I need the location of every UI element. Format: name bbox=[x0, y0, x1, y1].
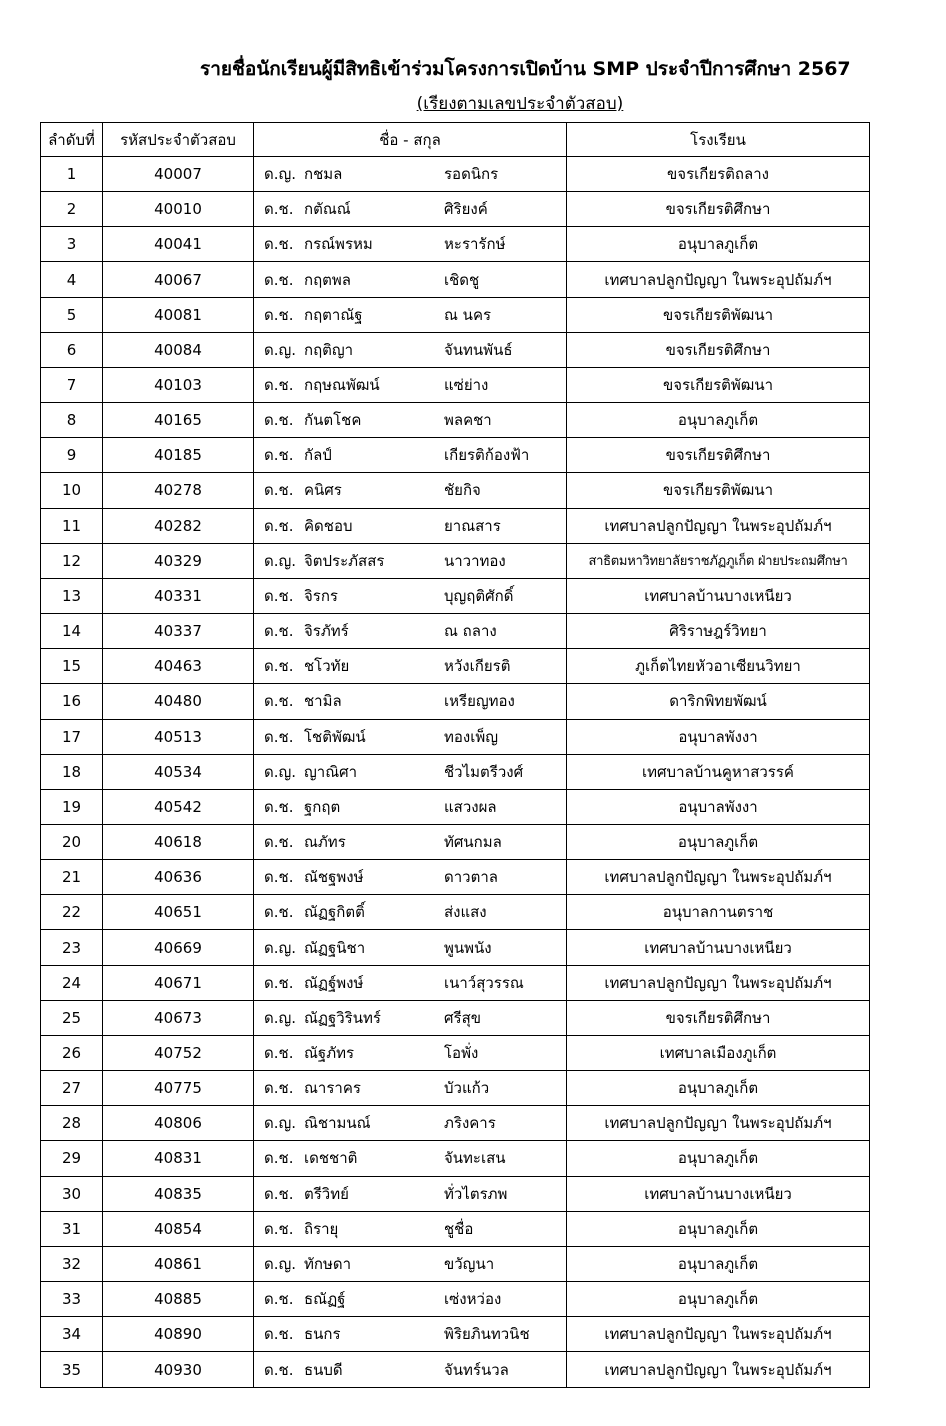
name-prefix: ด.ช. bbox=[264, 235, 294, 254]
school-name: เทศบาลบ้านบางเหนียว bbox=[567, 578, 870, 613]
first-name: คิดชอบ bbox=[304, 516, 353, 535]
student-name bbox=[254, 192, 567, 227]
name-prefix: ด.ช. bbox=[264, 270, 294, 289]
school-name: อนุบาลภูเก็ต bbox=[567, 1211, 870, 1246]
first-name: ณัฏฐนิชา bbox=[304, 938, 366, 957]
name-prefix: ด.ช. bbox=[264, 1043, 294, 1062]
exam-code: 40463 bbox=[103, 649, 254, 684]
table-row bbox=[41, 965, 870, 1000]
student-name bbox=[254, 1176, 567, 1211]
table-row bbox=[41, 262, 870, 297]
table-row bbox=[41, 824, 870, 859]
exam-code: 40103 bbox=[103, 367, 254, 402]
first-name: ชโวทัย bbox=[304, 657, 350, 676]
last-name: ณ นคร bbox=[444, 305, 492, 324]
first-name: ณภัทร bbox=[304, 833, 346, 852]
table-row bbox=[41, 1106, 870, 1141]
table-row bbox=[41, 1317, 870, 1352]
row-index: 12 bbox=[41, 543, 103, 578]
name-prefix: ด.ช. bbox=[264, 1184, 294, 1203]
name-prefix: ด.ช. bbox=[264, 622, 294, 641]
table-row bbox=[41, 1211, 870, 1246]
first-name: กฤษณพัฒน์ bbox=[304, 376, 380, 395]
last-name: เนาว์สุวรรณ bbox=[444, 973, 524, 992]
first-name: ณัฐภัทร bbox=[304, 1043, 355, 1062]
exam-code: 40854 bbox=[103, 1211, 254, 1246]
exam-code: 40185 bbox=[103, 438, 254, 473]
row-index: 2 bbox=[41, 192, 103, 227]
row-index: 1 bbox=[41, 157, 103, 192]
name-prefix: ด.ช. bbox=[264, 657, 294, 676]
table-row bbox=[41, 1282, 870, 1317]
last-name: ณ ถลาง bbox=[444, 622, 497, 641]
exam-code: 40636 bbox=[103, 860, 254, 895]
student-name bbox=[254, 403, 567, 438]
student-name bbox=[254, 332, 567, 367]
student-name bbox=[254, 1317, 567, 1352]
first-name: ธนกร bbox=[304, 1325, 341, 1344]
school-name: อนุบาลกานตราช bbox=[567, 895, 870, 930]
school-name: เทศบาลบ้านคูหาสวรรค์ bbox=[567, 754, 870, 789]
school-name: ดาริกพิทยพัฒน์ bbox=[567, 684, 870, 719]
row-index: 14 bbox=[41, 614, 103, 649]
student-name bbox=[254, 367, 567, 402]
exam-code: 40010 bbox=[103, 192, 254, 227]
exam-code: 40084 bbox=[103, 332, 254, 367]
first-name: ณัฏฐ์พงษ์ bbox=[304, 973, 364, 992]
exam-code: 40480 bbox=[103, 684, 254, 719]
header-school: โรงเรียน bbox=[567, 123, 870, 157]
table-row bbox=[41, 1071, 870, 1106]
student-name bbox=[254, 895, 567, 930]
exam-code: 40890 bbox=[103, 1317, 254, 1352]
table-row bbox=[41, 1246, 870, 1281]
exam-code: 40282 bbox=[103, 508, 254, 543]
first-name: กฤติญา bbox=[304, 340, 354, 359]
school-name: เทศบาลเมืองภูเก็ต bbox=[567, 1035, 870, 1070]
first-name: ทักษดา bbox=[304, 1254, 352, 1273]
first-name: ณิชามนณ์ bbox=[304, 1114, 371, 1133]
school-name: ขจรเกียรติศึกษา bbox=[567, 192, 870, 227]
last-name: หะรารักษ์ bbox=[444, 235, 506, 254]
header-index: ลำดับที่ bbox=[41, 123, 103, 157]
school-name: ศิริราษฎร์วิทยา bbox=[567, 614, 870, 649]
student-name bbox=[254, 1141, 567, 1176]
school-name: เทศบาลปลูกปัญญา ในพระอุปถัมภ์ฯ bbox=[567, 262, 870, 297]
exam-code: 40673 bbox=[103, 1000, 254, 1035]
student-name bbox=[254, 684, 567, 719]
row-index: 29 bbox=[41, 1141, 103, 1176]
table-row bbox=[41, 157, 870, 192]
exam-code: 40278 bbox=[103, 473, 254, 508]
row-index: 17 bbox=[41, 719, 103, 754]
school-name: เทศบาลปลูกปัญญา ในพระอุปถัมภ์ฯ bbox=[567, 860, 870, 895]
header-name: ชื่อ - สกุล bbox=[254, 123, 567, 157]
exam-code: 40651 bbox=[103, 895, 254, 930]
name-prefix: ด.ช. bbox=[264, 1325, 294, 1344]
name-prefix: ด.ช. bbox=[264, 481, 294, 500]
name-prefix: ด.ช. bbox=[264, 1079, 294, 1098]
name-prefix: ด.ช. bbox=[264, 1149, 294, 1168]
exam-code: 40806 bbox=[103, 1106, 254, 1141]
exam-code: 40007 bbox=[103, 157, 254, 192]
last-name: ศิริยงค์ bbox=[444, 200, 488, 219]
exam-code: 40542 bbox=[103, 789, 254, 824]
exam-code: 40329 bbox=[103, 543, 254, 578]
last-name: เชิดชู bbox=[444, 270, 480, 289]
row-index: 3 bbox=[41, 227, 103, 262]
student-name bbox=[254, 578, 567, 613]
school-name: ขจรเกียรติศึกษา bbox=[567, 332, 870, 367]
first-name: จิรภัทร์ bbox=[304, 622, 349, 641]
name-prefix: ด.ช. bbox=[264, 1360, 294, 1379]
first-name: ณัฏฐกิตติ์ bbox=[304, 903, 365, 922]
last-name: ส่งแสง bbox=[444, 903, 487, 922]
exam-code: 40165 bbox=[103, 403, 254, 438]
page-subtitle: (เรียงตามเลขประจำตัวสอบ) bbox=[416, 94, 624, 114]
first-name: กชมล bbox=[304, 165, 343, 184]
student-name bbox=[254, 754, 567, 789]
name-prefix: ด.ช. bbox=[264, 1290, 294, 1309]
row-index: 33 bbox=[41, 1282, 103, 1317]
exam-code: 40618 bbox=[103, 824, 254, 859]
table-row bbox=[41, 227, 870, 262]
first-name: เดชชาติ bbox=[304, 1149, 358, 1168]
first-name: ชามิล bbox=[304, 692, 342, 711]
student-name bbox=[254, 543, 567, 578]
first-name: กันตโชค bbox=[304, 411, 362, 430]
last-name: นาวาทอง bbox=[444, 551, 506, 570]
school-name: อนุบาลภูเก็ต bbox=[567, 1246, 870, 1281]
row-index: 32 bbox=[41, 1246, 103, 1281]
first-name: กรณ์พรหม bbox=[304, 235, 373, 254]
school-name: เทศบาลปลูกปัญญา ในพระอุปถัมภ์ฯ bbox=[567, 965, 870, 1000]
first-name: จิรกร bbox=[304, 586, 338, 605]
school-name: อนุบาลภูเก็ต bbox=[567, 1282, 870, 1317]
first-name: คนิศร bbox=[304, 481, 342, 500]
last-name: ทองเพ็ญ bbox=[444, 727, 499, 746]
name-prefix: ด.ช. bbox=[264, 446, 294, 465]
table-row bbox=[41, 684, 870, 719]
name-prefix: ด.ช. bbox=[264, 305, 294, 324]
row-index: 4 bbox=[41, 262, 103, 297]
school-name: เทศบาลปลูกปัญญา ในพระอุปถัมภ์ฯ bbox=[567, 508, 870, 543]
school-name: ขจรเกียรติศึกษา bbox=[567, 1000, 870, 1035]
name-prefix: ด.ช. bbox=[264, 1219, 294, 1238]
student-table bbox=[40, 122, 870, 1388]
name-prefix: ด.ช. bbox=[264, 797, 294, 816]
school-name: เทศบาลปลูกปัญญา ในพระอุปถัมภ์ฯ bbox=[567, 1106, 870, 1141]
table-row bbox=[41, 1141, 870, 1176]
table-row bbox=[41, 438, 870, 473]
exam-code: 40337 bbox=[103, 614, 254, 649]
table-row bbox=[41, 1352, 870, 1388]
last-name: ชีวไมตรีวงศ์ bbox=[444, 762, 524, 781]
name-prefix: ด.ช. bbox=[264, 411, 294, 430]
school-name: อนุบาลภูเก็ต bbox=[567, 824, 870, 859]
table-row bbox=[41, 930, 870, 965]
school-name: อนุบาลภูเก็ต bbox=[567, 403, 870, 438]
school-name: เทศบาลบ้านบางเหนียว bbox=[567, 1176, 870, 1211]
table-row bbox=[41, 578, 870, 613]
exam-code: 40930 bbox=[103, 1352, 254, 1388]
table-row bbox=[41, 1035, 870, 1070]
table-row bbox=[41, 789, 870, 824]
name-prefix: ด.ช. bbox=[264, 586, 294, 605]
student-name bbox=[254, 473, 567, 508]
exam-code: 40669 bbox=[103, 930, 254, 965]
student-name bbox=[254, 860, 567, 895]
last-name: รอดนิกร bbox=[444, 165, 499, 184]
table-row bbox=[41, 895, 870, 930]
last-name: จันทะเสน bbox=[444, 1149, 506, 1168]
student-name bbox=[254, 965, 567, 1000]
table-row bbox=[41, 1176, 870, 1211]
student-name bbox=[254, 1352, 567, 1388]
last-name: บัวแก้ว bbox=[444, 1079, 490, 1098]
row-index: 19 bbox=[41, 789, 103, 824]
student-name bbox=[254, 1211, 567, 1246]
student-name bbox=[254, 157, 567, 192]
row-index: 8 bbox=[41, 403, 103, 438]
last-name: ยาณสาร bbox=[444, 516, 501, 535]
name-prefix: ด.ญ. bbox=[264, 1114, 297, 1133]
table-row bbox=[41, 297, 870, 332]
student-name bbox=[254, 824, 567, 859]
first-name: โชติพัฒน์ bbox=[304, 727, 366, 746]
last-name: เซ่งหว่อง bbox=[444, 1290, 502, 1309]
table-row bbox=[41, 719, 870, 754]
table-row bbox=[41, 1000, 870, 1035]
student-name bbox=[254, 614, 567, 649]
row-index: 5 bbox=[41, 297, 103, 332]
name-prefix: ด.ญ. bbox=[264, 938, 297, 957]
row-index: 31 bbox=[41, 1211, 103, 1246]
school-name: ขจรเกียรติถลาง bbox=[567, 157, 870, 192]
exam-code: 40513 bbox=[103, 719, 254, 754]
name-prefix: ด.ญ. bbox=[264, 551, 297, 570]
table-row bbox=[41, 367, 870, 402]
last-name: ทั่วไตรภพ bbox=[444, 1184, 508, 1203]
school-name: ขจรเกียรติศึกษา bbox=[567, 438, 870, 473]
header-exam-code: รหัสประจำตัวสอบ bbox=[103, 123, 254, 157]
first-name: จิตประภัสสร bbox=[304, 551, 385, 570]
student-name bbox=[254, 1035, 567, 1070]
row-index: 23 bbox=[41, 930, 103, 965]
table-row bbox=[41, 614, 870, 649]
first-name: ณาราคร bbox=[304, 1079, 361, 1098]
row-index: 15 bbox=[41, 649, 103, 684]
first-name: กตัณณ์ bbox=[304, 200, 351, 219]
student-name bbox=[254, 438, 567, 473]
last-name: ขวัญนา bbox=[444, 1254, 495, 1273]
student-name bbox=[254, 1000, 567, 1035]
school-name: ขจรเกียรติพัฒนา bbox=[567, 473, 870, 508]
row-index: 20 bbox=[41, 824, 103, 859]
name-prefix: ด.ช. bbox=[264, 376, 294, 395]
exam-code: 40885 bbox=[103, 1282, 254, 1317]
school-name: ภูเก็ตไทยหัวอาเซียนวิทยา bbox=[567, 649, 870, 684]
student-name bbox=[254, 719, 567, 754]
student-name bbox=[254, 1106, 567, 1141]
table-row bbox=[41, 403, 870, 438]
row-index: 34 bbox=[41, 1317, 103, 1352]
last-name: ดาวตาล bbox=[444, 868, 498, 887]
school-name: อนุบาลภูเก็ต bbox=[567, 1071, 870, 1106]
first-name: กฤตาณัฐ bbox=[304, 305, 363, 324]
student-name bbox=[254, 1246, 567, 1281]
school-name: เทศบาลปลูกปัญญา ในพระอุปถัมภ์ฯ bbox=[567, 1317, 870, 1352]
student-name bbox=[254, 262, 567, 297]
first-name: กัลป์ bbox=[304, 446, 332, 465]
table-row bbox=[41, 508, 870, 543]
row-index: 25 bbox=[41, 1000, 103, 1035]
student-name bbox=[254, 227, 567, 262]
exam-code: 40671 bbox=[103, 965, 254, 1000]
first-name: ณัฏฐวิรินทร์ bbox=[304, 1008, 381, 1027]
school-name: อนุบาลพังงา bbox=[567, 719, 870, 754]
exam-code: 40775 bbox=[103, 1071, 254, 1106]
name-prefix: ด.ช. bbox=[264, 903, 294, 922]
last-name: หวังเกียรติ bbox=[444, 657, 511, 676]
table-row bbox=[41, 860, 870, 895]
table-row bbox=[41, 543, 870, 578]
last-name: จันทร์นวล bbox=[444, 1360, 509, 1379]
last-name: พลคชา bbox=[444, 411, 492, 430]
school-name: อนุบาลภูเก็ต bbox=[567, 227, 870, 262]
name-prefix: ด.ช. bbox=[264, 973, 294, 992]
school-name: อนุบาลภูเก็ต bbox=[567, 1141, 870, 1176]
first-name: ฐกฤต bbox=[304, 797, 341, 816]
exam-code: 40752 bbox=[103, 1035, 254, 1070]
row-index: 21 bbox=[41, 860, 103, 895]
table-row bbox=[41, 754, 870, 789]
name-prefix: ด.ญ. bbox=[264, 165, 297, 184]
last-name: ศรีสุข bbox=[444, 1008, 481, 1027]
name-prefix: ด.ช. bbox=[264, 727, 294, 746]
page-title: รายชื่อนักเรียนผู้มีสิทธิเข้าร่วมโครงการเปิดบ้าน SMP ประจำปีการศึกษา 2567 bbox=[200, 58, 851, 80]
last-name: ทัศนกมล bbox=[444, 833, 502, 852]
row-index: 24 bbox=[41, 965, 103, 1000]
row-index: 6 bbox=[41, 332, 103, 367]
name-prefix: ด.ญ. bbox=[264, 1254, 297, 1273]
student-name bbox=[254, 508, 567, 543]
row-index: 13 bbox=[41, 578, 103, 613]
first-name: ญาณิศา bbox=[304, 762, 358, 781]
row-index: 27 bbox=[41, 1071, 103, 1106]
last-name: แสวงผล bbox=[444, 797, 497, 816]
student-name bbox=[254, 789, 567, 824]
name-prefix: ด.ช. bbox=[264, 868, 294, 887]
school-name: เทศบาลปลูกปัญญา ในพระอุปถัมภ์ฯ bbox=[567, 1352, 870, 1388]
name-prefix: ด.ญ. bbox=[264, 762, 297, 781]
name-prefix: ด.ช. bbox=[264, 200, 294, 219]
row-index: 18 bbox=[41, 754, 103, 789]
student-name bbox=[254, 297, 567, 332]
student-name bbox=[254, 1071, 567, 1106]
student-name bbox=[254, 930, 567, 965]
first-name: ธนบดี bbox=[304, 1360, 343, 1379]
first-name: ถิรายุ bbox=[304, 1219, 339, 1238]
name-prefix: ด.ช. bbox=[264, 516, 294, 535]
table-header-row bbox=[41, 123, 870, 157]
row-index: 7 bbox=[41, 367, 103, 402]
first-name: ธณัฏฐ์ bbox=[304, 1290, 346, 1309]
row-index: 11 bbox=[41, 508, 103, 543]
row-index: 22 bbox=[41, 895, 103, 930]
first-name: ตรีวิทย์ bbox=[304, 1184, 349, 1203]
school-name: อนุบาลพังงา bbox=[567, 789, 870, 824]
name-prefix: ด.ญ. bbox=[264, 340, 297, 359]
school-name: สาธิตมหาวิทยาลัยราชภัฏภูเก็ต ฝ่ายประถมศึกษา bbox=[567, 543, 870, 578]
row-index: 28 bbox=[41, 1106, 103, 1141]
name-prefix: ด.ช. bbox=[264, 692, 294, 711]
last-name: พูนพนัง bbox=[444, 938, 492, 957]
last-name: ชัยกิจ bbox=[444, 481, 481, 500]
first-name: กฤตพล bbox=[304, 270, 351, 289]
row-index: 16 bbox=[41, 684, 103, 719]
last-name: เหรียญทอง bbox=[444, 692, 515, 711]
first-name: ณัชฐพงษ์ bbox=[304, 868, 364, 887]
row-index: 35 bbox=[41, 1352, 103, 1388]
table-row bbox=[41, 649, 870, 684]
exam-code: 40534 bbox=[103, 754, 254, 789]
last-name: ภริงคาร bbox=[444, 1114, 496, 1133]
student-name bbox=[254, 1282, 567, 1317]
exam-code: 40041 bbox=[103, 227, 254, 262]
last-name: จันทนพันธ์ bbox=[444, 340, 513, 359]
table-row bbox=[41, 332, 870, 367]
table-row bbox=[41, 473, 870, 508]
exam-code: 40835 bbox=[103, 1176, 254, 1211]
exam-code: 40081 bbox=[103, 297, 254, 332]
row-index: 10 bbox=[41, 473, 103, 508]
last-name: เกียรติก้องฟ้า bbox=[444, 446, 530, 465]
last-name: ชูชื่อ bbox=[444, 1219, 474, 1238]
row-index: 26 bbox=[41, 1035, 103, 1070]
last-name: แซ่ย่าง bbox=[444, 376, 489, 395]
school-name: เทศบาลบ้านบางเหนียว bbox=[567, 930, 870, 965]
school-name: ขจรเกียรติพัฒนา bbox=[567, 297, 870, 332]
row-index: 30 bbox=[41, 1176, 103, 1211]
name-prefix: ด.ช. bbox=[264, 833, 294, 852]
name-prefix: ด.ญ. bbox=[264, 1008, 297, 1027]
exam-code: 40067 bbox=[103, 262, 254, 297]
row-index: 9 bbox=[41, 438, 103, 473]
exam-code: 40331 bbox=[103, 578, 254, 613]
table-row bbox=[41, 192, 870, 227]
last-name: พิริยภินทวนิช bbox=[444, 1325, 530, 1344]
exam-code: 40831 bbox=[103, 1141, 254, 1176]
last-name: บุญฤติศักดิ์ bbox=[444, 586, 514, 605]
student-name bbox=[254, 649, 567, 684]
last-name: โอพั่ง bbox=[444, 1043, 479, 1062]
school-name: ขจรเกียรติพัฒนา bbox=[567, 367, 870, 402]
exam-code: 40861 bbox=[103, 1246, 254, 1281]
